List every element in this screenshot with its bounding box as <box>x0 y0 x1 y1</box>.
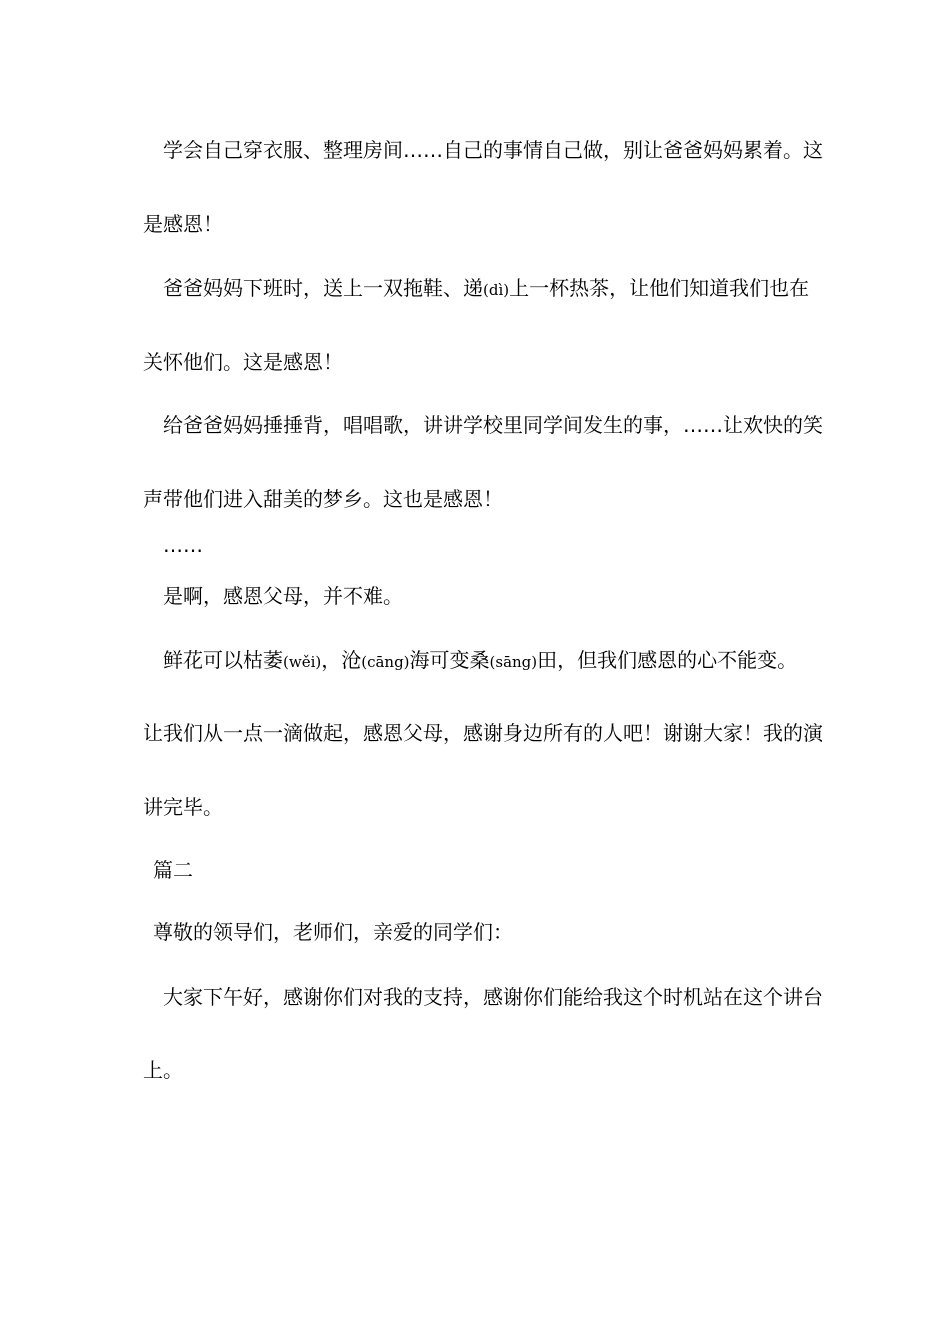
text-segment: 田，但我们感恩的心不能变。 <box>537 648 798 672</box>
text-segment: 海可变桑 <box>409 648 490 672</box>
text-line <box>163 276 809 302</box>
pinyin-annotation: (sāng) <box>489 653 538 671</box>
pinyin-annotation: (dì) <box>483 281 510 299</box>
text-line: 大家下午好，感谢你们对我的支持，感谢你们能给我这个时机站在这个讲台 <box>163 985 823 1009</box>
text-segment: ，沧 <box>321 648 362 672</box>
text-line: 是啊，感恩父母，并不难。 <box>163 584 403 608</box>
ellipsis-line: …… <box>163 533 203 557</box>
text-line: 关怀他们。这是感恩！ <box>143 350 343 374</box>
text-line: 讲完毕。 <box>143 795 223 819</box>
text-line <box>163 648 797 674</box>
text-line: 声带他们进入甜美的梦乡。这也是感恩！ <box>143 487 503 511</box>
pinyin-annotation: (wěi) <box>283 653 322 671</box>
text-line: 让我们从一点一滴做起，感恩父母，感谢身边所有的人吧！谢谢大家！我的演 <box>143 721 823 745</box>
text-line: 是感恩！ <box>143 212 223 236</box>
text-segment: 鲜花可以枯萎 <box>163 648 283 672</box>
text-line: 上。 <box>143 1058 183 1082</box>
pinyin-annotation: (cāng) <box>361 653 410 671</box>
text-segment: 爸爸妈妈下班时，送上一双拖鞋、递 <box>163 276 483 300</box>
salutation: 尊敬的领导们，老师们，亲爱的同学们： <box>153 920 513 944</box>
text-segment: 上一杯热茶，让他们知道我们也在 <box>509 276 810 300</box>
text-line: 学会自己穿衣服、整理房间……自己的事情自己做，别让爸爸妈妈累着。这 <box>163 138 823 162</box>
text-line: 给爸爸妈妈捶捶背，唱唱歌，讲讲学校里同学间发生的事，……让欢快的笑 <box>163 413 823 437</box>
section-heading: 篇二 <box>153 858 193 882</box>
